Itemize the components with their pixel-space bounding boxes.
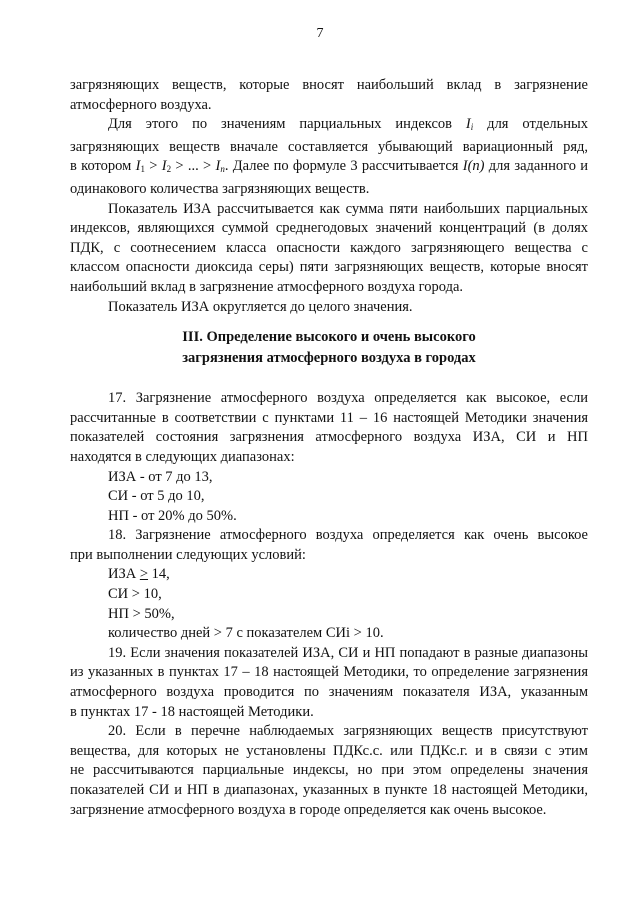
- list-item: СИ - от 5 до 10,: [108, 488, 205, 505]
- text-line: 19. Если значения показателей ИЗА, СИ и НП попадают в разные диапазоны: [108, 644, 588, 661]
- text-line: в котором $I_1 > I_2$ > ... > $I_n$. Далее по формуле 3 рассчитывается I(n) для заданного и: [70, 158, 589, 175]
- text-line: показателей состояния загрязнения атмосферного воздуха ИЗА, СИ и НП: [70, 429, 588, 446]
- text-line: загрязнение атмосферного воздуха в городе определяется как очень высокое.: [70, 801, 547, 818]
- section-heading: [70, 327, 588, 369]
- text-line: одинакового количества загрязняющих веществ.: [70, 180, 370, 197]
- text-line: из указанных в пунктах 17 – 18 настоящей Методики, то определение загрязнения: [70, 664, 588, 681]
- text-line: ПДК, с соотнесением класса опасности каждого загрязняющего вещества с: [70, 239, 588, 256]
- text-line: загрязняющих веществ, которые вносят наибольший вклад в загрязнение: [70, 77, 588, 93]
- page-content: [70, 76, 588, 820]
- text-line: атмосферного воздуха.: [70, 96, 212, 113]
- list-item: НП - от 20% до 50%.: [108, 507, 237, 524]
- list-item: СИ > 10,: [108, 586, 162, 603]
- paragraph-intro: [70, 76, 588, 115]
- heading-line: III. Определение высокого и очень высокого: [182, 329, 476, 346]
- page-number: 7: [316, 26, 324, 41]
- paragraph-18: [70, 526, 588, 644]
- text-line: атмосферного воздуха проводится по значениям показателя ИЗА, указанным: [70, 684, 588, 701]
- text-line: не рассчитываются парциальные индексы, но при этом определены значения: [70, 762, 588, 779]
- paragraph-iza-rounding: Показатель ИЗА округляется до целого значения.: [108, 298, 413, 315]
- paragraph-variation-series: [70, 115, 588, 199]
- text-line: находятся в следующих диапазонах:: [70, 448, 295, 465]
- heading-line: загрязнения атмосферного воздуха в городах: [182, 350, 476, 367]
- text-line: при выполнении следующих условий:: [70, 546, 306, 563]
- text-line: загрязняющих веществ вначале составляется убывающий вариационный ряд,: [70, 138, 588, 155]
- text-line: классом опасности диоксида серы) пяти загрязняющих веществ, которые вносят: [70, 259, 588, 276]
- paragraph-17: [70, 389, 588, 526]
- text-line: Показатель ИЗА рассчитывается как сумма пяти наибольших парциальных: [108, 200, 588, 217]
- text-line: Для этого по значениям парциальных индексов $I_i$ для отдельных: [108, 116, 589, 133]
- paragraph-19: [70, 644, 588, 722]
- list-item: ИЗА - от 7 до 13,: [108, 468, 213, 485]
- text-line: 17. Загрязнение атмосферного воздуха определяется как высокое, если: [108, 390, 588, 407]
- text-line: индексов, являющихся суммой среднегодовых значений концентраций (в долях: [70, 220, 588, 237]
- list-item: количество дней > 7 с показателем СИi > 10.: [108, 625, 384, 642]
- text-line: вещества, для которых не установлены ПДКс.с. или ПДКс.г. и в связи с этим: [70, 742, 588, 759]
- paragraph-iza-definition: [70, 200, 588, 298]
- text-line: показателей СИ и НП в диапазонах, указанных в пункте 18 настоящей Методики,: [70, 782, 588, 798]
- list-item: НП > 50%,: [108, 605, 175, 622]
- text-line: 20. Если в перечне наблюдаемых загрязняющих веществ присутствуют: [108, 723, 588, 740]
- paragraph-20: [70, 722, 588, 820]
- text-line: 18. Загрязнение атмосферного воздуха определяется как очень высокое: [108, 527, 588, 544]
- text-line: наибольший вклад в загрязнение атмосферного воздуха города.: [70, 278, 464, 295]
- text-line: рассчитанные в соответствии с пунктами 11 – 16 настоящей Методики значения: [70, 409, 588, 426]
- list-item: ИЗА > 14,: [108, 566, 170, 583]
- text-line: в пунктах 17 - 18 настоящей Методики.: [70, 703, 314, 720]
